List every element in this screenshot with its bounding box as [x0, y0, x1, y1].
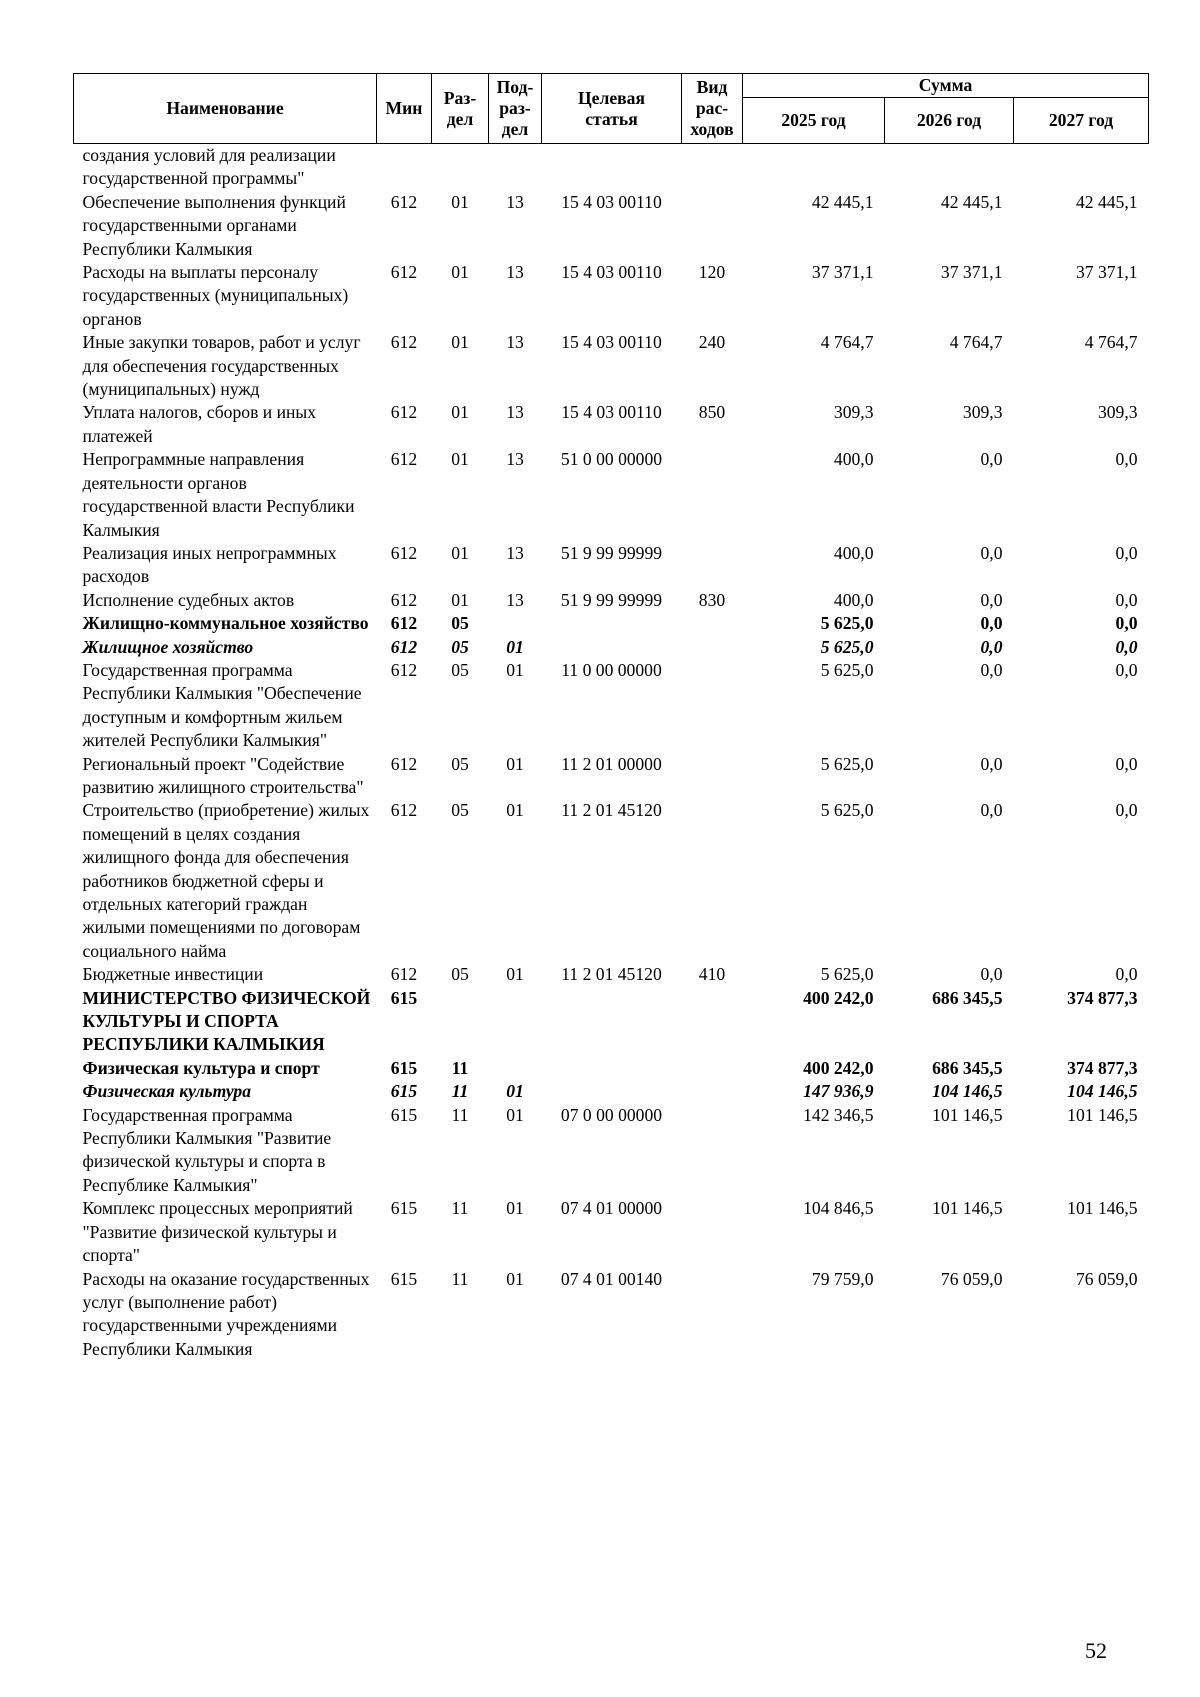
cell-target: 11 2 01 45120	[561, 964, 662, 985]
cell-razdel: 05	[451, 753, 469, 774]
cell-name: Расходы на выплаты персоналу государственных (муниципальных) органов	[82, 262, 349, 329]
cell-name: Региональный проект "Содействие развитию жилищного строительства"	[82, 753, 364, 797]
cell-min: 615	[390, 1081, 418, 1102]
cell-sum-2027: 374 877,3	[1067, 1057, 1138, 1078]
cell-min: 612	[390, 449, 418, 470]
cell-sum-2026: 76 059,0	[940, 1268, 1003, 1289]
cell-podrazdel: 01	[506, 1104, 524, 1125]
cell-razdel	[432, 144, 489, 191]
cell-sum-2026: 104 146,5	[932, 1081, 1003, 1102]
cell-razdel: 11	[451, 1198, 469, 1219]
cell-sum-2026: 0,0	[980, 542, 1003, 563]
cell-sum-2025: 5 625,0	[820, 800, 874, 821]
cell-target: 15 4 03 00110	[561, 191, 662, 212]
cell-sum-2025: 5 625,0	[820, 659, 874, 680]
cell-sum-2027: 0,0	[1115, 613, 1138, 634]
table-row	[74, 1268, 1149, 1362]
cell-min: 612	[390, 964, 418, 985]
table-row	[74, 261, 1149, 331]
cell-min: 615	[390, 987, 418, 1008]
cell-sum-2026: 37 371,1	[940, 262, 1003, 283]
cell-name: Бюджетные инвестиции	[82, 964, 264, 985]
cell-sum-2027: 101 146,5	[1067, 1104, 1138, 1125]
cell-podrazdel: 01	[506, 636, 524, 657]
cell-vid	[682, 636, 743, 659]
cell-sum-2027: 0,0	[1115, 449, 1138, 470]
cell-razdel: 01	[451, 332, 469, 353]
cell-name: Реализация иных непрограммных расходов	[82, 542, 337, 587]
cell-sum-2026: 4 764,7	[949, 332, 1003, 353]
cell-vid	[682, 1197, 743, 1267]
cell-sum-2026: 0,0	[980, 659, 1003, 680]
header-razdel: Раз- дел	[432, 74, 489, 144]
table-row	[74, 753, 1149, 800]
cell-name: Непрограммные направления деятельности органов государственной власти Республики Калмыкия	[82, 449, 355, 540]
cell-min: 612	[390, 262, 418, 283]
header-2026: 2026 год	[885, 98, 1014, 144]
cell-sum-2025: 104 846,5	[803, 1198, 874, 1219]
cell-sum-2027: 309,3	[1097, 402, 1138, 423]
cell-min: 612	[390, 613, 418, 634]
table-header	[74, 74, 1149, 144]
cell-min: 612	[390, 636, 418, 657]
cell-target: 15 4 03 00110	[561, 262, 662, 283]
table-row	[74, 987, 1149, 1057]
cell-sum-2026: 309,3	[962, 402, 1003, 423]
cell-sum-2025: 5 625,0	[820, 613, 874, 634]
table-row	[74, 144, 1149, 191]
cell-vid	[682, 191, 743, 261]
cell-target: 51 0 00 00000	[560, 449, 663, 470]
cell-vid: 240	[698, 332, 726, 353]
cell-vid	[682, 144, 743, 191]
header-target: Целевая статья	[542, 74, 682, 144]
cell-sum-2027: 42 445,1	[1075, 191, 1138, 212]
cell-sum-2025: 5 625,0	[820, 753, 874, 774]
cell-target	[542, 987, 682, 1057]
cell-podrazdel: 13	[506, 332, 524, 353]
cell-vid	[682, 1080, 743, 1103]
cell-razdel: 11	[451, 1104, 469, 1125]
cell-sum-2025: 400,0	[833, 589, 874, 610]
table-row	[74, 1080, 1149, 1103]
cell-sum-2026: 686 345,5	[932, 987, 1003, 1008]
table-body	[74, 144, 1149, 1362]
cell-sum-2027	[1014, 144, 1149, 191]
header-min: Мин	[377, 74, 432, 144]
cell-min: 615	[390, 1104, 418, 1125]
cell-podrazdel	[489, 987, 542, 1057]
cell-sum-2025: 400 242,0	[803, 987, 874, 1008]
table-row	[74, 1104, 1149, 1198]
cell-sum-2027: 0,0	[1115, 964, 1138, 985]
cell-min: 612	[390, 753, 418, 774]
cell-sum-2026: 101 146,5	[932, 1198, 1003, 1219]
cell-sum-2025: 309,3	[833, 402, 874, 423]
cell-sum-2025: 147 936,9	[803, 1081, 874, 1102]
table-row	[74, 963, 1149, 986]
header-sum: Сумма	[743, 74, 1149, 98]
cell-sum-2025: 400,0	[833, 449, 874, 470]
cell-target: 07 4 01 00000	[560, 1198, 663, 1219]
cell-min: 612	[390, 542, 418, 563]
cell-sum-2027: 0,0	[1115, 659, 1138, 680]
header-vid: Вид рас- ходов	[682, 74, 743, 144]
cell-name: Государственная программа Республики Калмыкия "Развитие физической культуры и спорта в Республике Калмыкия"	[82, 1104, 332, 1195]
table-row	[74, 799, 1149, 963]
cell-sum-2025: 4 764,7	[820, 332, 874, 353]
cell-sum-2027: 37 371,1	[1075, 262, 1138, 283]
cell-sum-2025: 37 371,1	[811, 262, 874, 283]
cell-vid	[682, 448, 743, 542]
cell-sum-2026: 0,0	[980, 753, 1003, 774]
cell-min: 615	[390, 1268, 418, 1289]
cell-min: 612	[390, 402, 418, 423]
cell-razdel	[432, 987, 489, 1057]
cell-target: 11 2 01 00000	[561, 753, 662, 774]
cell-vid	[682, 659, 743, 753]
table-row	[74, 191, 1149, 261]
cell-min: 612	[390, 659, 418, 680]
cell-min: 612	[390, 800, 418, 821]
cell-sum-2026: 101 146,5	[932, 1104, 1003, 1125]
cell-razdel: 01	[451, 262, 469, 283]
cell-podrazdel: 13	[506, 589, 524, 610]
page-number: 52	[1085, 1638, 1107, 1663]
cell-name: Физическая культура	[82, 1081, 251, 1102]
cell-razdel: 11	[451, 1268, 469, 1289]
cell-razdel: 05	[451, 613, 469, 634]
cell-vid	[682, 612, 743, 635]
cell-sum-2026: 0,0	[980, 636, 1003, 657]
cell-name: МИНИСТЕРСТВО ФИЗИЧЕСКОЙ КУЛЬТУРЫ И СПОРТА РЕСПУБЛИКИ КАЛМЫКИЯ	[82, 987, 371, 1055]
cell-podrazdel: 01	[506, 659, 524, 680]
table-row	[74, 1057, 1149, 1080]
cell-sum-2026: 0,0	[980, 589, 1003, 610]
cell-podrazdel: 01	[506, 800, 524, 821]
cell-sum-2027: 0,0	[1115, 589, 1138, 610]
cell-target	[542, 1057, 682, 1080]
cell-razdel: 01	[451, 542, 469, 563]
cell-name: Уплата налогов, сборов и иных платежей	[82, 402, 317, 446]
cell-sum-2026: 686 345,5	[932, 1057, 1003, 1078]
cell-podrazdel: 13	[506, 542, 524, 563]
cell-sum-2026: 0,0	[980, 964, 1003, 985]
cell-podrazdel: 01	[506, 753, 524, 774]
cell-target: 07 4 01 00140	[560, 1268, 663, 1289]
cell-razdel: 05	[451, 800, 469, 821]
header-2027: 2027 год	[1014, 98, 1149, 144]
cell-target	[542, 1080, 682, 1103]
cell-vid: 830	[698, 589, 726, 610]
cell-sum-2025: 5 625,0	[820, 964, 874, 985]
cell-sum-2027: 76 059,0	[1075, 1268, 1138, 1289]
cell-target: 11 0 00 00000	[561, 659, 662, 680]
cell-podrazdel: 13	[506, 262, 524, 283]
table-row	[74, 401, 1149, 448]
cell-min: 612	[390, 191, 418, 212]
table-row	[74, 448, 1149, 542]
cell-min: 612	[390, 332, 418, 353]
cell-target	[542, 636, 682, 659]
cell-podrazdel: 13	[506, 191, 524, 212]
cell-sum-2027: 0,0	[1115, 753, 1138, 774]
cell-name: Жилищное хозяйство	[82, 636, 254, 657]
table-row	[74, 331, 1149, 401]
cell-min	[377, 144, 432, 191]
table-row	[74, 659, 1149, 753]
cell-podrazdel: 13	[506, 449, 524, 470]
table-row	[74, 636, 1149, 659]
cell-vid	[682, 799, 743, 963]
cell-min: 615	[390, 1198, 418, 1219]
header-name: Наименование	[74, 74, 377, 144]
cell-target: 11 2 01 45120	[561, 800, 662, 821]
cell-razdel: 11	[451, 1057, 469, 1078]
cell-vid: 850	[698, 402, 726, 423]
cell-sum-2027: 0,0	[1115, 542, 1138, 563]
cell-razdel: 01	[451, 449, 469, 470]
cell-name: Иные закупки товаров, работ и услуг для обеспечения государственных (муниципальных) нужд	[82, 332, 361, 400]
cell-vid	[682, 987, 743, 1057]
cell-razdel: 01	[451, 589, 469, 610]
cell-target: 07 0 00 00000	[560, 1104, 663, 1125]
header-podrazdel: Под- раз- дел	[489, 74, 542, 144]
cell-podrazdel: 13	[506, 402, 524, 423]
cell-sum-2027: 374 877,3	[1067, 987, 1138, 1008]
header-2025: 2025 год	[743, 98, 885, 144]
cell-vid: 120	[698, 262, 726, 283]
cell-name: Исполнение судебных актов	[82, 589, 295, 610]
cell-razdel: 11	[451, 1081, 469, 1102]
cell-razdel: 01	[451, 191, 469, 212]
cell-razdel: 01	[451, 402, 469, 423]
cell-vid	[682, 1057, 743, 1080]
cell-target: 15 4 03 00110	[561, 332, 662, 353]
cell-razdel: 05	[451, 636, 469, 657]
cell-podrazdel	[489, 144, 542, 191]
cell-vid: 410	[698, 964, 726, 985]
cell-target: 15 4 03 00110	[561, 402, 662, 423]
table-row	[74, 1197, 1149, 1267]
cell-name: Обеспечение выполнения функций государственными органами Республики Калмыкия	[82, 191, 346, 259]
cell-podrazdel: 01	[506, 1198, 524, 1219]
cell-sum-2027: 104 146,5	[1067, 1081, 1138, 1102]
cell-target: 51 9 99 99999	[560, 542, 663, 563]
cell-podrazdel: 01	[506, 964, 524, 985]
cell-vid	[682, 1104, 743, 1198]
cell-name: Комплекс процессных мероприятий "Развитие физической культуры и спорта"	[82, 1198, 353, 1266]
cell-sum-2026	[885, 144, 1014, 191]
budget-table	[73, 73, 1149, 1361]
cell-sum-2027: 4 764,7	[1084, 332, 1138, 353]
cell-sum-2027: 0,0	[1115, 636, 1138, 657]
cell-name: Расходы на оказание государственных услуг (выполнение работ) государственными учреждениями Республики Калмыкия	[82, 1268, 370, 1359]
cell-sum-2026: 0,0	[980, 449, 1003, 470]
cell-sum-2025: 142 346,5	[803, 1104, 874, 1125]
cell-sum-2026: 0,0	[980, 800, 1003, 821]
cell-name: Строительство (приобретение) жилых помещений в целях создания жилищного фонда для обеспечения работников бюджетной сферы и отдельных категорий граждан жилыми помещениями по договорам социального найма	[82, 800, 370, 961]
cell-name: Государственная программа Республики Калмыкия "Обеспечение доступным и комфортным жильем жителей Республики Калмыкия"	[82, 659, 362, 751]
cell-min: 615	[390, 1057, 418, 1078]
table-row	[74, 612, 1149, 635]
cell-target	[542, 144, 682, 191]
cell-sum-2025: 42 445,1	[811, 191, 874, 212]
cell-name: Жилищно-коммунальное хозяйство	[82, 613, 369, 634]
cell-sum-2026: 42 445,1	[940, 191, 1003, 212]
cell-sum-2027: 0,0	[1115, 800, 1138, 821]
cell-sum-2025: 5 625,0	[820, 636, 874, 657]
table-row	[74, 542, 1149, 589]
cell-vid	[682, 1268, 743, 1362]
cell-podrazdel	[489, 612, 542, 635]
cell-vid	[682, 542, 743, 589]
cell-sum-2025: 400 242,0	[803, 1057, 874, 1078]
cell-target: 51 9 99 99999	[560, 589, 663, 610]
cell-sum-2027: 101 146,5	[1067, 1198, 1138, 1219]
cell-podrazdel	[489, 1057, 542, 1080]
cell-vid	[682, 753, 743, 800]
cell-min: 612	[390, 589, 418, 610]
cell-podrazdel: 01	[506, 1268, 524, 1289]
cell-name: Физическая культура и спорт	[82, 1057, 320, 1078]
table-row	[74, 589, 1149, 612]
cell-razdel: 05	[451, 659, 469, 680]
cell-sum-2025	[743, 144, 885, 191]
cell-name: создания условий для реализации государственной программы"	[82, 145, 336, 189]
cell-razdel: 05	[451, 964, 469, 985]
cell-target	[542, 612, 682, 635]
cell-sum-2026: 0,0	[980, 613, 1003, 634]
cell-sum-2025: 400,0	[833, 542, 874, 563]
cell-sum-2025: 79 759,0	[811, 1268, 874, 1289]
cell-podrazdel: 01	[506, 1081, 524, 1102]
